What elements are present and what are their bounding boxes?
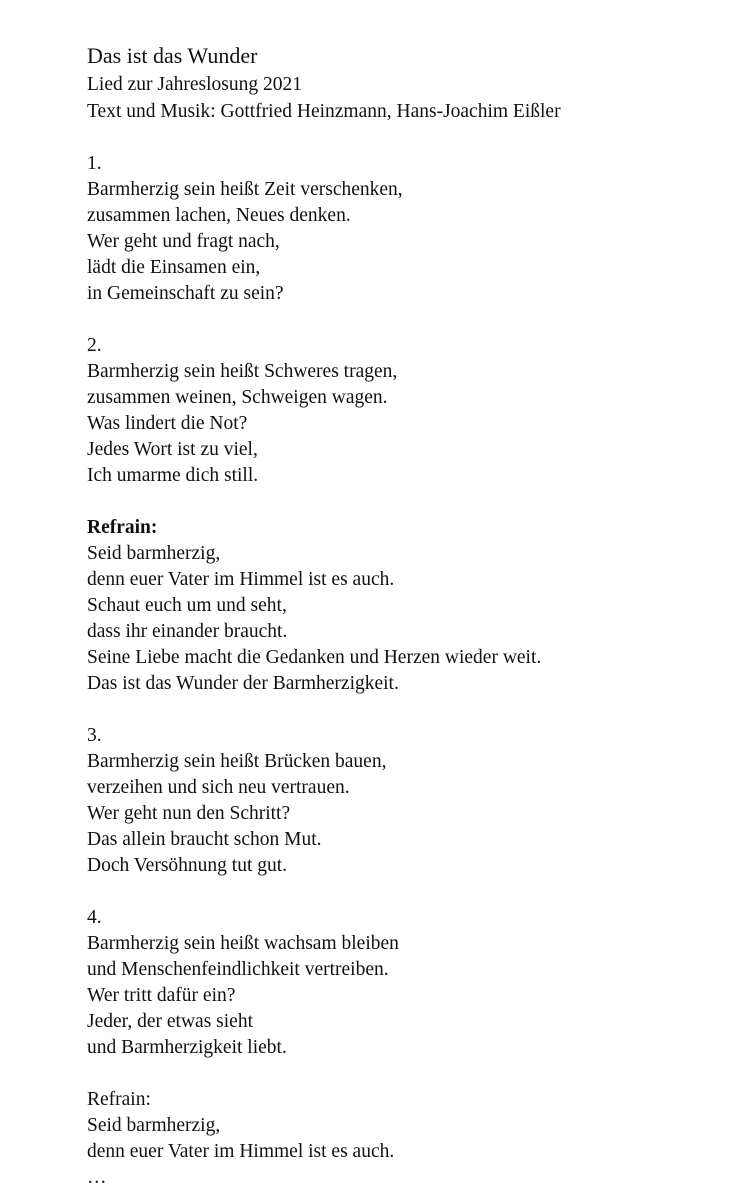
song-title: Das ist das Wunder bbox=[87, 43, 258, 68]
verse-block bbox=[87, 333, 717, 489]
lyric-line: Das ist das Wunder der Barmherzigkeit. bbox=[87, 673, 399, 694]
verse-block bbox=[87, 723, 717, 879]
lyric-line: Wer geht nun den Schritt? bbox=[87, 803, 291, 824]
lyric-line: Barmherzig sein heißt wachsam bleiben bbox=[87, 933, 399, 954]
lyric-line: denn euer Vater im Himmel ist es auch. bbox=[87, 569, 395, 590]
lyric-line: zusammen weinen, Schweigen wagen. bbox=[87, 387, 388, 408]
lyric-line: Seid barmherzig, bbox=[87, 543, 221, 564]
lyric-line: zusammen lachen, Neues denken. bbox=[87, 205, 351, 226]
song-credits: Text und Musik: Gottfried Heinzmann, Hans-Joachim Eißler bbox=[87, 101, 561, 122]
song-body bbox=[87, 151, 717, 1191]
refrain-label: Refrain: bbox=[87, 1089, 151, 1110]
lyric-line: Jedes Wort ist zu viel, bbox=[87, 439, 258, 460]
lyric-line: Barmherzig sein heißt Zeit verschenken, bbox=[87, 179, 403, 200]
lyric-line: Jeder, der etwas sieht bbox=[87, 1011, 253, 1032]
lyric-line: Schaut euch um und seht, bbox=[87, 595, 287, 616]
verse-number: 4. bbox=[87, 907, 102, 928]
lyric-line: Seid barmherzig, bbox=[87, 1115, 221, 1136]
lyric-line: Was lindert die Not? bbox=[87, 413, 248, 434]
lyric-line: Barmherzig sein heißt Brücken bauen, bbox=[87, 751, 387, 772]
document-page bbox=[87, 41, 717, 1191]
lyric-line: und Menschenfeindlichkeit vertreiben. bbox=[87, 959, 389, 980]
lyric-line: verzeihen und sich neu vertrauen. bbox=[87, 777, 350, 798]
lyric-line: Barmherzig sein heißt Schweres tragen, bbox=[87, 361, 398, 382]
lyric-line: lädt die Einsamen ein, bbox=[87, 257, 261, 278]
lyric-line: in Gemeinschaft zu sein? bbox=[87, 283, 284, 304]
lyric-line: Seine Liebe macht die Gedanken und Herzen wieder weit. bbox=[87, 647, 542, 668]
verse-block bbox=[87, 905, 717, 1061]
song-subtitle: Lied zur Jahreslosung 2021 bbox=[87, 74, 302, 95]
lyric-line: und Barmherzigkeit liebt. bbox=[87, 1037, 287, 1058]
verse-block bbox=[87, 151, 717, 307]
lyric-line: … bbox=[87, 1167, 107, 1188]
document-header bbox=[87, 41, 717, 125]
verse-number: 2. bbox=[87, 335, 102, 356]
refrain-label: Refrain: bbox=[87, 517, 158, 538]
lyric-line: Ich umarme dich still. bbox=[87, 465, 259, 486]
lyric-line: denn euer Vater im Himmel ist es auch. bbox=[87, 1141, 395, 1162]
lyric-line: Wer tritt dafür ein? bbox=[87, 985, 236, 1006]
lyric-line: Wer geht und fragt nach, bbox=[87, 231, 280, 252]
refrain-block bbox=[87, 1087, 717, 1191]
verse-number: 3. bbox=[87, 725, 102, 746]
refrain-block bbox=[87, 515, 717, 697]
verse-number: 1. bbox=[87, 153, 102, 174]
lyric-line: Das allein braucht schon Mut. bbox=[87, 829, 322, 850]
lyric-line: Doch Versöhnung tut gut. bbox=[87, 855, 288, 876]
lyric-line: dass ihr einander braucht. bbox=[87, 621, 288, 642]
